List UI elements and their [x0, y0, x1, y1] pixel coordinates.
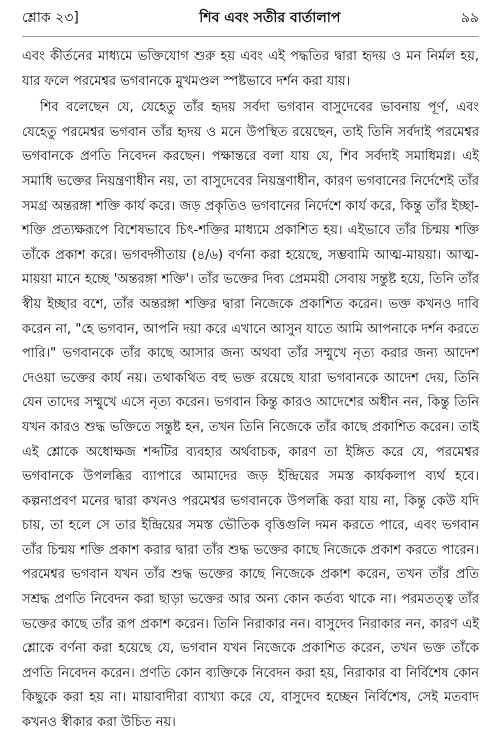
page-number: ৯৯: [460, 10, 479, 26]
paragraph-2: শিব বলেছেন যে, যেহেতু তাঁর হৃদয় সর্বদা ভগবান বাসুদেবের ভাবনায় পূর্ণ, এবং যেহেতু পরমেশ্বর ভগবান তাঁর হৃদয় ও মনে উপস্থিত রয়েছেন, তাই তিনি সর্বদাই পরমেশ্বর ভগবানকে প্রণতি নিবেদন করছেন। পক্ষান্তরে বলা যায় যে, শিব সর্বদাই সমাধিমগ্ন। এই সমাধি ভক্তের নিয়ন্ত্রণাধীন নয়, তা বাসুদেবের নিয়ন্ত্রণাধীন, কারণ ভগবানের নির্দেশেই তাঁর সমগ্র অন্তরঙ্গা শক্তি কার্য করে। জড় প্রকৃতিও ভগবানের নির্দেশে কার্য করে, কিন্তু তাঁর ইচ্ছা-শক্তি প্রত্যক্ষরূপে বিশেষভাবে চিৎ-শক্তির মাধ্যমে প্রকাশিত হয়। এইভাবে তাঁর চিন্ময় শক্তি তাঁকে প্রকাশ করে। ভগবদ্গীতায় (৪/৬) বর্ণনা করা হয়েছে, সম্ভবামি আত্ম-মায়য়া। আত্ম-মায়য়া মানে হচ্ছে 'অন্তরঙ্গা শক্তি'। তাঁর ভক্তের দিব্য প্রেমময়ী সেবায় সন্তুষ্ট হয়ে, তিনি তাঁর স্বীয় ইচ্ছার বশে, তাঁর অন্তরঙ্গা শক্তির দ্বারা নিজেকে প্রকাশিত করেন। ভক্ত কখনও দাবি করেন না, "হে ভগবান, আপনি দয়া করে এখানে আসুন যাতে আমি আপনাকে দর্শন করতে পারি।" ভগবানকে তাঁর কাছে আসার জন্য অথবা তাঁর সম্মুখে নৃত্য করার জন্য আদেশ দেওয়া ভক্তের কার্য নয়। তথাকথিত বহু ভক্ত রয়েছে যারা ভগবানকে আদেশ দেয়, তিনি যেন তাদের সম্মুখে এসে নৃত্য করেন। ভগবান কিন্তু কারও আদেশের অধীন নন, কিন্তু তিনি যখন কারও শুদ্ধ ভক্তিতে সন্তুষ্ট হন, তখন তিনি নিজেকে তাঁর কাছে প্রকাশিত করেন। তাই এই শ্লোকে অধোক্ষজ শব্দটির ব্যবহার অর্থবাচক, কারণ তা ইঙ্গিত করে যে, পরমেশ্বর ভগবানকে উপলব্ধির ব্যাপারে আমাদের জড় ইন্দ্রিয়ের সমস্ত কার্যকলাপ ব্যর্থ হবে। কল্পনাপ্রবণ মনের দ্বারা কখনও পরমেশ্বর ভগবানকে উপলব্ধি করা যায় না, কিন্তু কেউ যদি চায়, তা হলে সে তার ইন্দ্রিয়ের সমস্ত ভৌতিক বৃত্তিগুলি দমন করতে পারে, এবং ভগবান তাঁর চিন্ময় শক্তি প্রকাশ করার দ্বারা তাঁর শুদ্ধ ভক্তের কাছে নিজেকে প্রকাশ করতে পারেন। পরমেশ্বর ভগবান যখন তাঁর শুদ্ধ ভক্তের কাছে নিজেকে প্রকাশ করেন, তখন তাঁর প্রতি সশ্রদ্ধ প্রণতি নিবেদন করা ছাড়া ভক্তের আর অন্য কোন কর্তব্য থাকে না। পরমতত্ত্ব তাঁর ভক্তের কাছে তাঁর রূপ প্রকাশ করেন। তিনি নিরাকার নন। বাসুদেব নিরাকার নন, কারণ এই শ্লোকে বর্ণনা করা হয়েছে যে, ভগবান যখন নিজেকে প্রকাশিত করেন, তখন ভক্ত তাঁকে প্রণতি নিবেদন করেন। প্রণতি কোন ব্যক্তিকে নিবেদন করা হয়, নিরাকার বা নির্বিশেষ কোন কিছুকে করা হয় না। মায়াবাদীরা ব্যাখ্যা করে যে, বাসুদেব হচ্ছেন নির্বিশেষ, সেই মতবাদ কখনও স্বীকার করা উচিত নয়।: [22, 100, 479, 731]
running-header: [22, 6, 479, 37]
paragraph-1: এবং কীর্তনের মাধ্যমে ভক্তিযোগ শুরু হয় এবং এই পদ্ধতির দ্বারা হৃদয় ও মন নির্মল হয়, যার ফলে পরমেশ্বর ভগবানকে মুখমণ্ডল স্পষ্টভাবে দর্শন করা যায়।: [22, 49, 479, 89]
page-body: [22, 45, 479, 736]
chapter-title: শিব এবং সতীর বার্তালাপ: [199, 10, 341, 26]
verse-reference: শ্লোক ২৩]: [22, 10, 79, 26]
